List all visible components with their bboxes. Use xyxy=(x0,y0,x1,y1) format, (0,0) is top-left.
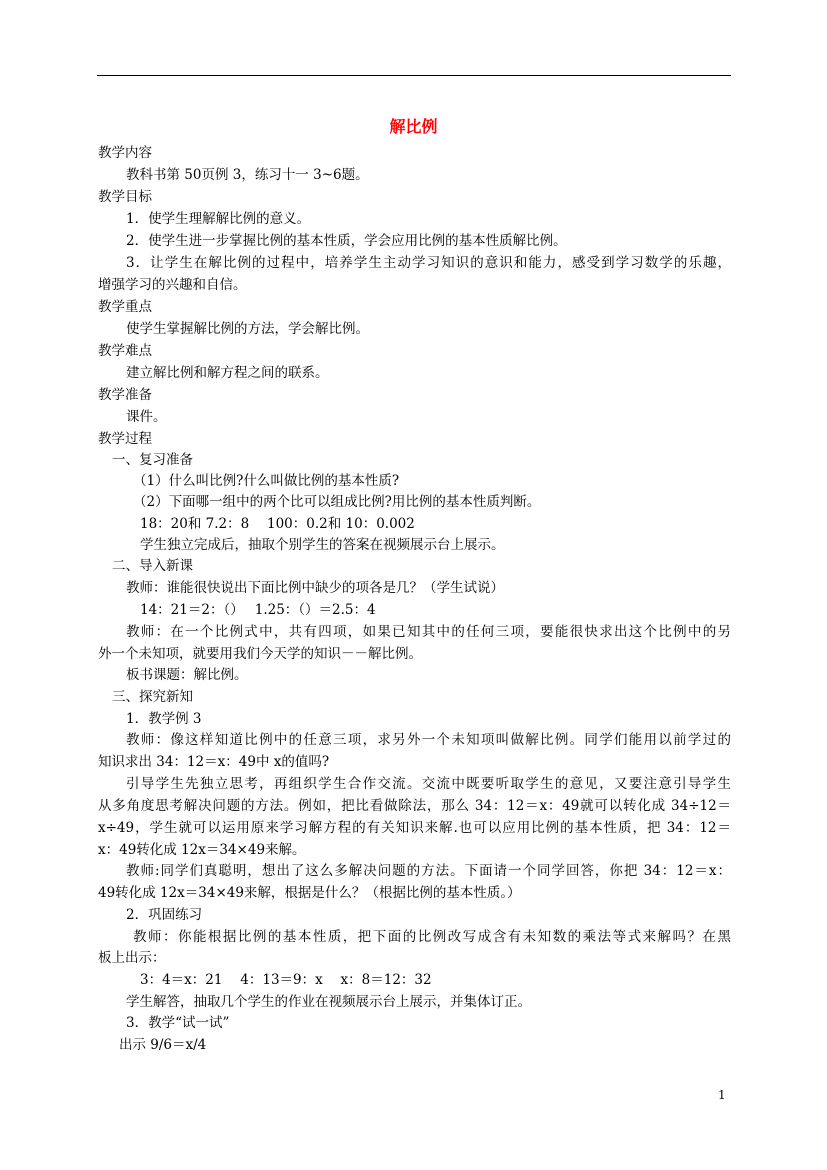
text-line: x：49转化成 12x＝34×49来解。 xyxy=(98,842,306,858)
text-line: 从多角度思考解决问题的方法。例如，把比看做除法，那么 34：12＝x：49就可以转化成 34÷12＝ xyxy=(98,798,731,814)
header-rule xyxy=(97,75,731,76)
section-heading-key-points: 教学重点 xyxy=(98,299,152,315)
text-line: （1）什么叫比例?什么叫做比例的基本性质? xyxy=(133,473,400,489)
text-line: 外一个未知项，就要用我们今天学的知识－－解比例。 xyxy=(98,646,422,662)
subsection-item: 3．教学“试一试” xyxy=(126,1015,230,1031)
subsection-item: 2．巩固练习 xyxy=(126,907,203,923)
text-line: 教师：你能根据比例的基本性质，把下面的比例改写成含有未知数的乘法等式来解吗？在黑 xyxy=(133,929,731,945)
text-line: 学生解答，抽取几个学生的作业在视频展示台上展示，并集体订正。 xyxy=(126,994,531,1010)
text-line: 教师：在一个比例式中，共有四项，如果已知其中的任何三项，要能很快求出这个比例中的另 xyxy=(126,624,731,640)
section-heading-difficulties: 教学难点 xyxy=(98,343,152,359)
text-line: 建立解比例和解方程之间的联系。 xyxy=(126,365,329,381)
document-title: 解比例 xyxy=(389,117,438,136)
subsection-heading: 三、探究新知 xyxy=(112,689,193,705)
text-line: 教师：谁能很快说出下面比例中缺少的项各是几？（学生试说） xyxy=(126,580,504,596)
math-line: 18：20和 7.2：8 100：0.2和 10：0.002 xyxy=(140,516,415,532)
text-line: 教科书第 50页例 3，练习十一 3~6题。 xyxy=(126,167,369,183)
text-line: x÷49，学生就可以运用原来学习解方程的有关知识来解.也可以应用比例的基本性质，把 34：12＝ xyxy=(98,820,731,836)
text-line: 学生独立完成后，抽取个别学生的答案在视频展示台上展示。 xyxy=(140,537,505,553)
section-heading-process: 教学过程 xyxy=(98,431,152,447)
section-heading-content: 教学内容 xyxy=(98,145,152,161)
text-line: 增强学习的兴趣和自信。 xyxy=(98,277,247,293)
math-line: 14：21＝2：（） 1.25：（）＝2.5：4 xyxy=(140,602,376,618)
text-line: 引导学生先独立思考，再组织学生合作交流。交流中既要听取学生的意见，又要注意引导学生 xyxy=(126,776,731,792)
text-line: 板书课题：解比例。 xyxy=(126,667,248,683)
text-line: 3．让学生在解比例的过程中，培养学生主动学习知识的意识和能力，感受到学习数学的乐趣， xyxy=(126,255,731,271)
subsection-heading: 一、复习准备 xyxy=(112,452,193,468)
text-line: 1．使学生理解解比例的意义。 xyxy=(126,211,311,227)
text-line: （2）下面哪一组中的两个比可以组成比例?用比例的基本性质判断。 xyxy=(133,494,541,510)
math-line: 3：4＝x：21 4：13＝9：x x：8＝12：32 xyxy=(140,972,432,988)
text-line: 使学生掌握解比例的方法，学会解比例。 xyxy=(126,321,369,337)
subsection-heading: 二、导入新课 xyxy=(112,558,193,574)
math-line: 出示 9/6＝x/4 xyxy=(119,1037,207,1053)
text-line: 教师:同学们真聪明，想出了这么多解决问题的方法。下面请一个同学回答，你把 34：12＝x： xyxy=(126,863,731,879)
text-line: 1．教学例 3 xyxy=(126,711,202,727)
text-line: 板上出示： xyxy=(98,950,166,966)
section-heading-goals: 教学目标 xyxy=(98,189,152,205)
text-line: 知识求出 34：12＝x：49中 x的值吗? xyxy=(98,754,330,770)
page-number: 1 xyxy=(718,1088,726,1102)
text-line: 2．使学生进一步掌握比例的基本性质，学会应用比例的基本性质解比例。 xyxy=(126,233,567,249)
text-line: 课件。 xyxy=(126,409,167,425)
section-heading-preparation: 教学准备 xyxy=(98,387,152,403)
text-line: 教师：像这样知道比例中的任意三项，求另外一个未知项叫做解比例。同学们能用以前学过的 xyxy=(126,732,731,748)
text-line: 49转化成 12x＝34×49来解，根据是什么？（根据比例的基本性质。） xyxy=(98,885,521,901)
